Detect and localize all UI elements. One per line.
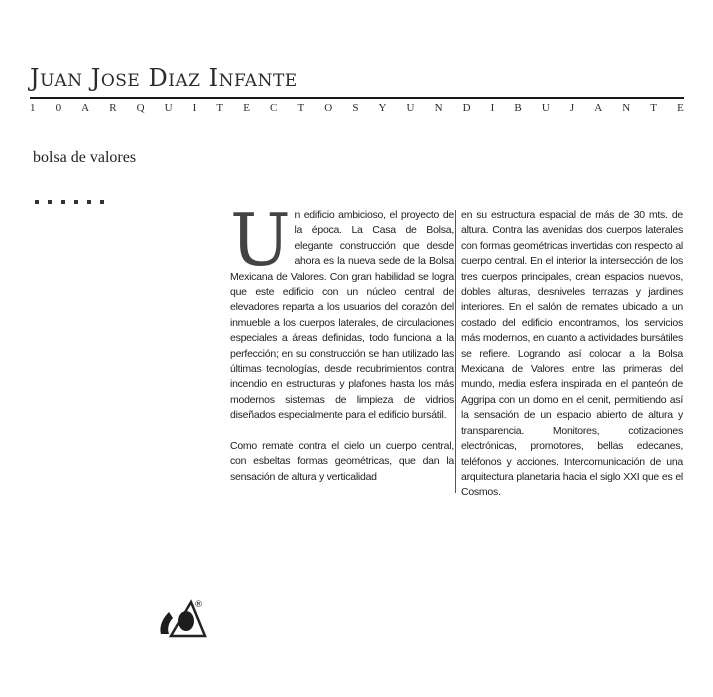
subtitle-letter: O	[324, 102, 333, 114]
drop-cap: U	[230, 198, 291, 282]
paragraph-text: n edificio ambicioso, el proyecto de la época. La Casa de Bolsa, elegante construcción que desde ahora es la nueva sede de la Bolsa Mexicana de Valores. Con gran habilidad se logra que este edificio con un núcleo central de elevadores reparta a los usuarios del corazón del inmueble a los cuerpos laterales, de circulaciones especiales a áreas definidas, todo funciona a la perfección; en su construcción se han utilizado las últimas tecnologías, desde recubrimientos contra incendio en estructuras y plafones hasta los más modernos sistemas de limpieza de vidrios diseñados especialmente para el edificio bursátil.	[230, 209, 454, 422]
article-column-left	[230, 198, 454, 485]
section-label: bolsa de valores	[33, 149, 137, 166]
registered-mark: ®	[194, 600, 203, 610]
subtitle-letter: E	[677, 102, 684, 114]
subtitle-letter: T	[297, 102, 305, 114]
subtitle-letter: 1	[30, 102, 36, 114]
subtitle-letter: A	[81, 102, 90, 114]
subtitle-letter: I	[490, 102, 495, 114]
subtitle-letter: J	[569, 102, 575, 114]
article-paragraph: en su estructura espacial de más de 30 mts. de altura. Contra las avenidas dos cuerpos laterales con formas geométricas invertidas con respecto al cuerpo central. En el interior la intersección de los tres cuerpos principales, crean espacios nuevos, dobles alturas, desniveles terrazas y jardines interiores. En el salón de remates ubicado a un costado del edificio encontramos, los servicios más modernos, en cuanto a actividades bursátiles se refiere. Logrando así colocar a la Bolsa Mexicana de Valores entre las primeras del mundo, media esfera inspirada en el panteón de Aggripa con un domo en el cenit, permitiendo así la sensación de un espacio abierto de altura y transparencia. Monitores, cotizaciones electrónicas, promotores, bellas edecanes, teléfonos y acciones. Intercomunicación de una arquitectura planetaria hacia el siglo XXI que es el Cosmos.	[461, 209, 683, 499]
subtitle-letter: S	[352, 102, 359, 114]
subtitle-letter: T	[216, 102, 224, 114]
subtitle-letter: U	[164, 102, 173, 114]
publisher-logo-icon	[157, 596, 209, 640]
subtitle-letter: 0	[55, 102, 62, 114]
subtitle-letter: T	[650, 102, 657, 114]
article-column-right	[461, 208, 683, 501]
subtitle-letter: C	[270, 102, 278, 114]
subtitle-letter: N	[622, 102, 631, 114]
subtitle-letter: D	[462, 102, 471, 114]
subtitle-letter: B	[514, 102, 522, 114]
subtitle-letter: R	[109, 102, 117, 114]
subtitle-letter: U	[406, 102, 415, 114]
column-divider	[455, 210, 456, 493]
section-dots	[35, 200, 104, 204]
page-title: Juan Jose Diaz Infante	[30, 64, 298, 92]
article-paragraph	[230, 198, 454, 424]
subtitle-letter: I	[192, 102, 197, 114]
subtitle-letter: U	[541, 102, 550, 114]
article-paragraph: Como remate contra el cielo un cuerpo central, con esbeltas formas geométricas, que dan la sensación de altura y verticalidad	[230, 439, 454, 483]
subtitle-letter: Y	[378, 102, 387, 114]
series-subtitle	[30, 102, 684, 114]
subtitle-letter: Q	[136, 102, 145, 114]
subtitle-letter: E	[243, 102, 250, 114]
title-rule	[30, 97, 684, 99]
subtitle-letter: N	[434, 102, 443, 114]
subtitle-letter: A	[594, 102, 603, 114]
